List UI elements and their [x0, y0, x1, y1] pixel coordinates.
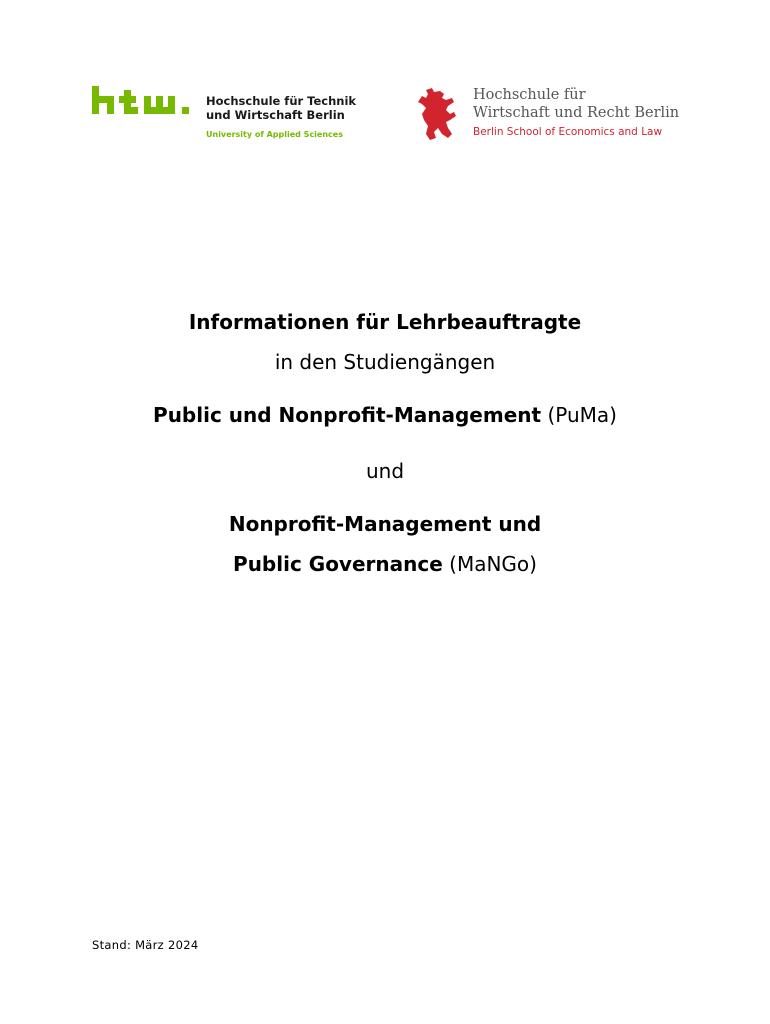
berlin-bear-icon — [418, 88, 458, 140]
connector-text: und — [365, 459, 405, 483]
program-1-abbr: (PuMa) — [547, 403, 617, 427]
program-2-line2 — [0, 552, 770, 576]
hwr-name — [473, 86, 679, 122]
htw-logo-mark — [92, 86, 192, 120]
program-2-name-line1: Nonprofit-Management und — [228, 512, 542, 536]
program-2-abbr: (MaNGo) — [449, 552, 537, 576]
hwr-name-line1: Hochschule für — [473, 87, 586, 103]
program-1-name: Public und Nonprofit-Management — [153, 403, 542, 427]
program-2-name-line2: Public Governance — [233, 552, 443, 576]
document-subtitle: in den Studiengängen — [274, 350, 496, 374]
hwr-logo — [418, 84, 688, 144]
htw-name-line2: und Wirtschaft Berlin — [206, 108, 345, 122]
htw-name-line1: Hochschule für Technik — [206, 94, 357, 108]
program-1 — [0, 403, 770, 427]
htw-name — [206, 94, 356, 122]
htw-tagline: University of Applied Sciences — [206, 130, 343, 139]
htw-logo — [92, 86, 357, 146]
hwr-name-line2: Wirtschaft und Recht Berlin — [473, 105, 680, 121]
stand-date: Stand: März 2024 — [92, 938, 199, 952]
hwr-tagline: Berlin School of Economics and Law — [473, 126, 663, 138]
document-title: Informationen für Lehrbeauftragte — [188, 310, 582, 334]
